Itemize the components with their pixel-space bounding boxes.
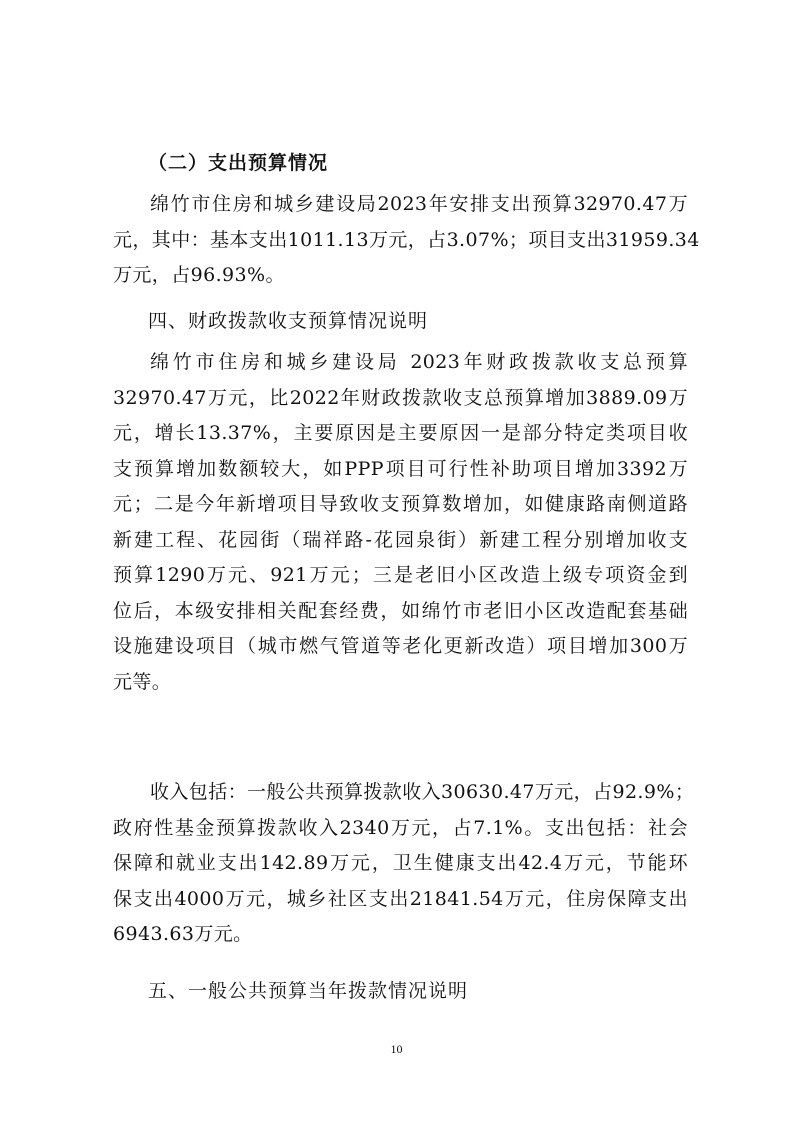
section-heading-expenditure: （二）支出预算情况: [148, 152, 329, 174]
text-line: 保支出4000万元，城乡社区支出21841.54万元，住房保障支出: [113, 887, 688, 910]
text-line: 政府性基金预算拨款收入2340万元，占7.1%。支出包括：社会: [113, 816, 688, 839]
text-line: 元，其中：基本支出1011.13万元，占3.07%；项目支出31959.34: [113, 228, 700, 251]
page-number: 10: [390, 1042, 403, 1056]
paragraph-expenditure: [113, 187, 700, 294]
text-line: 绵竹市住房和城乡建设局 2023年财政拨款收支总预算: [150, 351, 688, 373]
text-line: 设施建设项目（城市燃气管道等老化更新改造）项目增加300万: [113, 635, 688, 657]
text-line: 元；二是今年新增项目导致收支预算数增加，如健康路南侧道路: [113, 493, 688, 515]
paragraph-income: [113, 775, 695, 953]
text-line: 预算1290万元、921万元；三是老旧小区改造上级专项资金到: [113, 564, 688, 586]
text-line: 绵竹市住房和城乡建设局2023年安排支出预算32970.47万: [150, 193, 688, 215]
text-line: 支预算增加数额较大，如PPP项目可行性补助项目增加3392万: [113, 457, 688, 480]
text-line: 6943.63万元。: [113, 923, 253, 945]
text-line: 元，增长13.37%，主要原因是主要原因一是部分特定类项目收: [113, 422, 688, 444]
section-heading-general-budget: 五、一般公共预算当年拨款情况说明: [148, 980, 469, 1002]
text-line: 新建工程、花园街（瑞祥路-花园泉街）新建工程分别增加收支: [113, 528, 688, 551]
text-line: 保障和就业支出142.89万元，卫生健康支出42.4万元，节能环: [113, 852, 688, 874]
text-line: 位后，本级安排相关配套经费，如绵竹市老旧小区改造配套基础: [113, 599, 688, 622]
text-line: 32970.47万元，比2022年财政拨款收支总预算增加3889.09万: [113, 386, 688, 409]
text-line: 万元，占96.93%。: [113, 264, 285, 286]
section-heading-fiscal: 四、财政拨款收支预算情况说明: [148, 310, 429, 332]
text-line: 元等。: [113, 670, 172, 693]
paragraph-fiscal: [113, 345, 688, 700]
text-line: 收入包括：一般公共预算拨款收入30630.47万元，占92.9%；: [150, 781, 695, 803]
